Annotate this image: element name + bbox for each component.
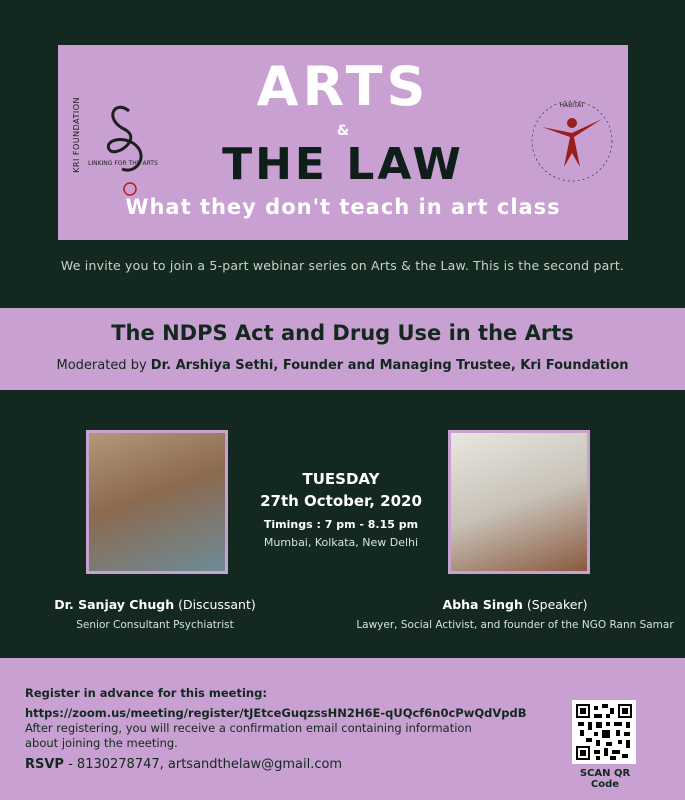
header-banner bbox=[58, 45, 628, 240]
event-day: TUESDAY bbox=[302, 470, 380, 488]
qr-label: SCAN QR Code bbox=[579, 768, 631, 790]
kri-logo-text: KRI FOUNDATION bbox=[72, 97, 81, 173]
registration-link[interactable]: https://zoom.us/meeting/register/tJEtceGuqzssHN2H6E-qUQcf6n0cPwQdVpdB bbox=[25, 706, 527, 720]
moderated-prefix: Moderated by bbox=[56, 358, 151, 373]
moderator-name: Dr. Arshiya Sethi, Founder and Managing Trustee, Kri Foundation bbox=[150, 358, 629, 373]
title-ampersand: & bbox=[336, 123, 350, 139]
session-band bbox=[0, 308, 685, 390]
banner-subtitle: What they don't teach in art class bbox=[125, 195, 561, 219]
speaker-1-name: Dr. Sanjay Chugh bbox=[54, 597, 175, 612]
event-date: 27th October, 2020 bbox=[260, 492, 422, 510]
footer-registration bbox=[0, 658, 685, 800]
rsvp-line bbox=[25, 757, 342, 772]
moderator-line bbox=[0, 358, 685, 373]
event-timings: Timings : 7 pm - 8.15 pm bbox=[263, 518, 419, 531]
registration-note: After registering, you will receive a confirmation email containing information about joining the meeting. bbox=[25, 721, 472, 750]
speaker-name-2 bbox=[360, 597, 670, 612]
title-arts: ARTS bbox=[256, 55, 430, 118]
svg-text:HABITAT: HABITAT bbox=[559, 102, 585, 109]
speaker-photo-sanjay-chugh bbox=[86, 430, 228, 574]
speaker-name-1 bbox=[20, 597, 290, 612]
event-cities: Mumbai, Kolkata, New Delhi bbox=[263, 536, 419, 549]
rsvp-contact: - 8130278747, artsandthelaw@gmail.com bbox=[63, 757, 343, 772]
speaker-2-name: Abha Singh bbox=[442, 597, 523, 612]
kri-tagline: LINKING FOR THE ARTS bbox=[88, 160, 158, 167]
speaker-1-role: (Discussant) bbox=[174, 597, 256, 612]
title-the-law: THE LAW bbox=[222, 139, 464, 190]
invite-text: We invite you to join a 5-part webinar series on Arts & the Law. This is the second part. bbox=[60, 258, 625, 273]
register-heading: Register in advance for this meeting: bbox=[25, 686, 267, 700]
india-habitat-centre-logo-icon bbox=[528, 97, 616, 185]
rsvp-label: RSVP bbox=[25, 757, 64, 772]
speaker-2-description: Lawyer, Social Activist, and founder of the NGO Rann Samar bbox=[356, 619, 674, 631]
speaker-2-role: (Speaker) bbox=[522, 597, 588, 612]
speaker-photo-abha-singh bbox=[448, 430, 590, 574]
qr-code-icon bbox=[572, 700, 636, 764]
speaker-1-description: Senior Consultant Psychiatrist bbox=[76, 619, 234, 631]
session-title: The NDPS Act and Drug Use in the Arts bbox=[111, 321, 574, 345]
